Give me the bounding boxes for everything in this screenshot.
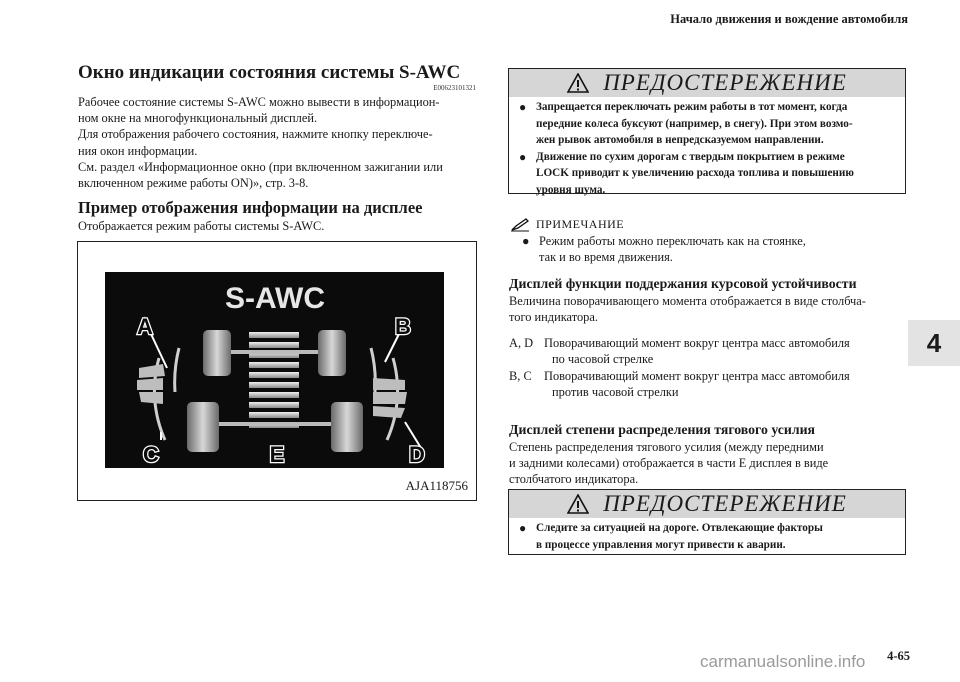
bullet-icon: ● xyxy=(519,100,527,114)
text-line: ния окон информации. xyxy=(78,143,198,158)
running-header: Начало движения и вождение автомобиля xyxy=(670,12,908,26)
subsection-title: Пример отображения информации на дисплее xyxy=(78,198,423,217)
text-line: в процессе управления могут привести к аварии. xyxy=(536,538,786,551)
warning-item xyxy=(519,99,897,149)
warning-item xyxy=(519,520,897,553)
s-awc-display-image xyxy=(105,272,444,468)
bullet-icon: ● xyxy=(519,521,527,535)
text-line: и задними колесами) отображается в части E дисплея в виде xyxy=(509,456,829,471)
definition-row xyxy=(509,335,884,367)
traction-section-title: Дисплей степени распределения тягового усилия xyxy=(509,422,816,437)
text-line: так и во время движения. xyxy=(539,250,673,265)
text-line: Движение по сухим дорогам с твердым покрытием в режиме xyxy=(536,150,845,163)
intro-paragraph xyxy=(78,94,488,191)
text-line: ном окне на многофункциональный дисплей. xyxy=(78,111,318,126)
section-title: Окно индикации состояния системы S-AWC xyxy=(78,62,461,83)
warning-title: ПРЕДОСТЕРЕЖЕНИЕ xyxy=(603,70,847,95)
warning-triangle-icon xyxy=(567,494,589,514)
text-line: Следите за ситуацией на дороге. Отвлекающие факторы xyxy=(536,522,823,534)
text-line: по часовой стрелке xyxy=(552,352,654,367)
stability-section-title: Дисплей функции поддержания курсовой устойчивости xyxy=(509,276,857,291)
text-line: того индикатора. xyxy=(509,310,598,325)
subsection-paragraph: Отображается режим работы системы S-AWC. xyxy=(78,219,325,233)
warning-box xyxy=(508,68,906,194)
bullet-icon: ● xyxy=(519,149,527,164)
text-line: против часовой стрелки xyxy=(552,385,679,400)
warning-triangle-icon xyxy=(567,73,589,93)
text-line: столбчатого индикатора. xyxy=(509,472,639,487)
watermark: carmanualsonline.info xyxy=(700,652,866,671)
label-e: E xyxy=(269,442,285,467)
text-line: передние колеса буксуют (например, в снегу). При этом возмо- xyxy=(536,117,853,130)
text-line: Поворачивающий момент вокруг центра масс автомобиля xyxy=(544,369,850,383)
note-title: ПРИМЕЧАНИЕ xyxy=(536,217,625,231)
warning-header xyxy=(509,490,905,518)
display-figure xyxy=(77,241,477,501)
text-line: уровня шума. xyxy=(536,183,606,196)
label-b: B xyxy=(395,314,411,339)
stability-paragraph xyxy=(509,293,909,325)
text-line: Величина поворачивающего момента отображается в виде столбча- xyxy=(509,294,866,308)
text-line: Степень распределения тягового усилия (между передними xyxy=(509,440,824,454)
text-line: включенном режиме работы ON)», стр. 3-8. xyxy=(78,176,309,191)
figure-code: AJA118756 xyxy=(405,478,468,493)
label-a: A xyxy=(137,314,153,339)
text-line: См. раздел «Информационное окно (при включенном зажигании или xyxy=(78,159,443,174)
bullet-icon: ● xyxy=(522,234,530,248)
warning-box xyxy=(508,489,906,555)
label-c: C xyxy=(143,442,159,467)
text-line: жен рывок автомобиля в непредсказуемом направлении. xyxy=(536,134,824,146)
text-line: Запрещается переключать режим работы в тот момент, когда xyxy=(536,101,848,113)
definition-key: A, D xyxy=(509,336,534,350)
definition-row xyxy=(509,368,884,400)
text-line: Поворачивающий момент вокруг центра масс автомобиля xyxy=(544,336,850,350)
note-header xyxy=(510,217,624,232)
label-d: D xyxy=(409,442,425,467)
note-item xyxy=(522,233,882,265)
text-line: Режим работы можно переключать как на стоянке, xyxy=(539,234,806,248)
text-line: Для отображения рабочего состояния, нажмите кнопку переключе- xyxy=(78,127,433,142)
warning-header xyxy=(509,69,905,97)
page-number: 4-65 xyxy=(887,649,910,663)
display-text: S-AWC xyxy=(225,282,325,315)
definition-key: B, C xyxy=(509,369,532,383)
warning-item xyxy=(519,149,897,199)
text-line: LOCK приводит к увеличению расхода топлива и повышению xyxy=(536,167,854,179)
note-pencil-icon xyxy=(510,218,530,232)
chapter-tab: 4 xyxy=(908,320,960,366)
text-line: Рабочее состояние системы S-AWC можно вывести в информацион- xyxy=(78,95,440,109)
traction-paragraph xyxy=(509,439,909,488)
warning-title: ПРЕДОСТЕРЕЖЕНИЕ xyxy=(603,491,847,516)
section-code: E00623101321 xyxy=(433,84,476,92)
